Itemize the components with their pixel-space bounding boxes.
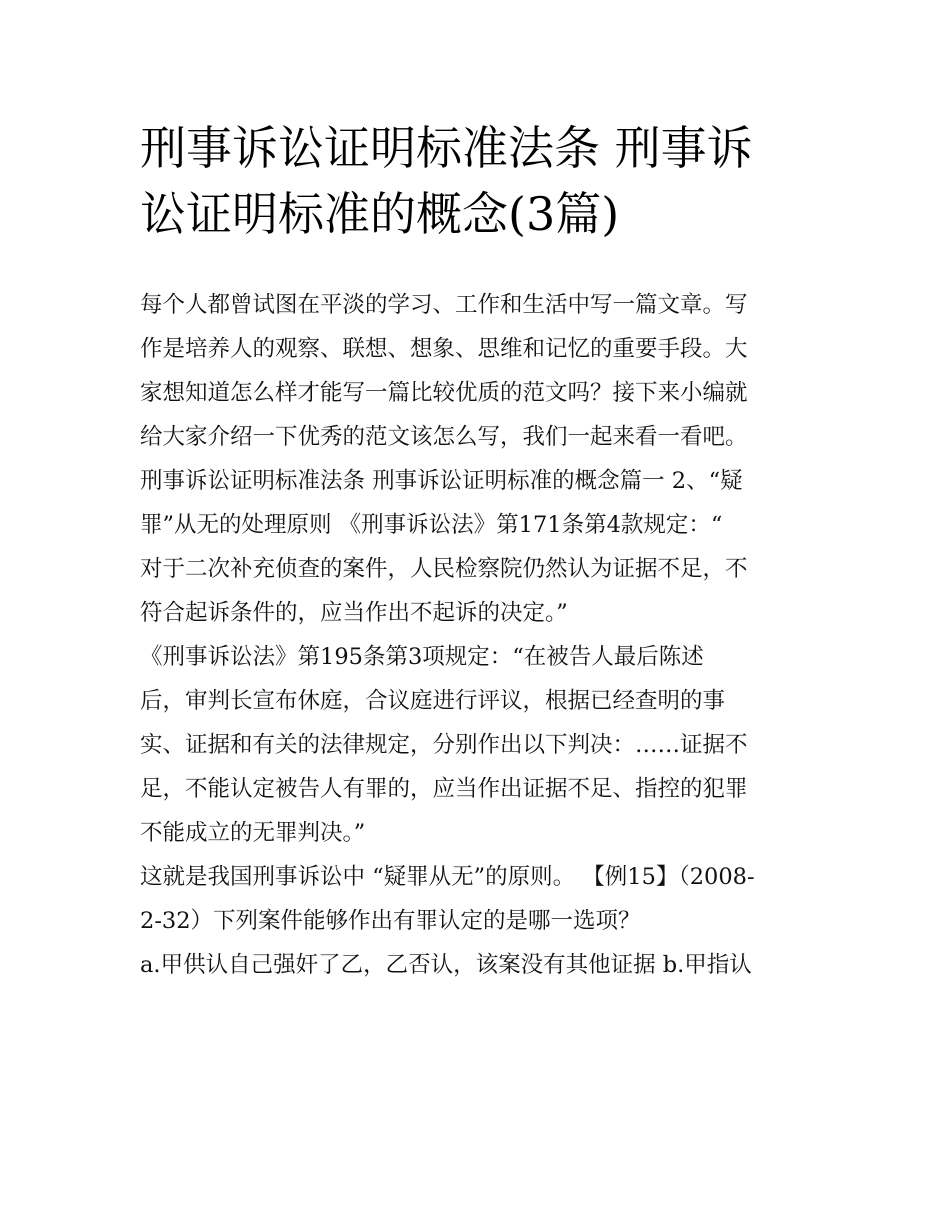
body-line: 作是培养人的观察、联想、想象、思维和记忆的重要手段。大 bbox=[140, 336, 748, 362]
title-line: 讼证明标准的概念(3篇) bbox=[140, 187, 620, 241]
body-line: 对于二次补充侦查的案件，人民检察院仍然认为证据不足，不 bbox=[140, 556, 748, 582]
body-line: 足，不能认定被告人有罪的，应当作出证据不足、指控的犯罪 bbox=[140, 776, 748, 802]
body-line: 《刑事诉讼法》第195条第3项规定：“在被告人最后陈述 bbox=[140, 644, 704, 670]
body-line: 符合起诉条件的，应当作出不起诉的决定。” bbox=[140, 600, 568, 626]
body-line: 家想知道怎么样才能写一篇比较优质的范文吗？接下来小编就 bbox=[140, 380, 748, 406]
body-line: 罪”从无的处理原则 《刑事诉讼法》第171条第4款规定：“ bbox=[140, 512, 723, 538]
document-body bbox=[140, 283, 820, 987]
body-line: 实、证据和有关的法律规定，分别作出以下判决：……证据不 bbox=[140, 732, 748, 758]
document-title bbox=[140, 115, 840, 247]
body-line: 刑事诉讼证明标准法条 刑事诉讼证明标准的概念篇一 2、“疑 bbox=[140, 468, 743, 494]
body-line: 后，审判长宣布休庭，合议庭进行评议，根据已经查明的事 bbox=[140, 688, 726, 714]
body-line: 给大家介绍一下优秀的范文该怎么写，我们一起来看一看吧。 bbox=[140, 424, 748, 450]
title-line: 刑事诉讼证明标准法条 刑事诉 bbox=[140, 121, 753, 175]
body-line: 每个人都曾试图在平淡的学习、工作和生活中写一篇文章。写 bbox=[140, 292, 748, 318]
body-line: 这就是我国刑事诉讼中 “疑罪从无”的原则。 【例15】（2008- bbox=[140, 864, 755, 890]
body-line: 2-32）下列案件能够作出有罪认定的是哪一选项？ bbox=[140, 908, 641, 934]
body-line: a.甲供认自己强奸了乙，乙否认，该案没有其他证据 b.甲指认 bbox=[140, 952, 752, 978]
body-line: 不能成立的无罪判决。” bbox=[140, 820, 366, 846]
